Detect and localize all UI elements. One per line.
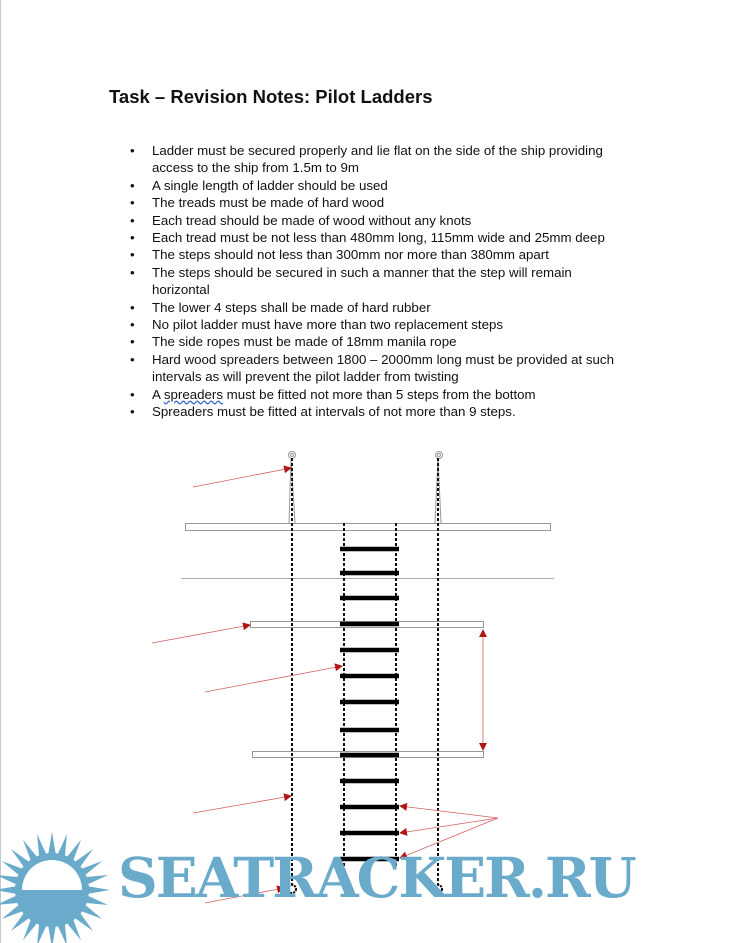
list-item: • Ladder must be secured properly and lie flat on the side of the ship providing access to the ship from 1.5m to 9m	[130, 142, 630, 177]
list-item: • Hard wood spreaders between 1800 – 2000mm long must be provided at such intervals as will prevent the pilot ladder from twisting	[130, 351, 630, 386]
list-item: • The side ropes must be made of 18mm manila rope	[130, 333, 630, 350]
ropes	[292, 458, 438, 886]
list-item: • Spreaders must be fitted at intervals of not more than 9 steps.	[130, 403, 630, 420]
ladder-rungs	[340, 549, 399, 859]
list-item: • The treads must be made of hard wood	[130, 194, 630, 211]
list-item: • The lower 4 steps shall be made of hard rubber	[130, 299, 630, 316]
sun-ray	[86, 886, 110, 894]
list-item: • No pilot ladder must have more than two replacement steps	[130, 316, 630, 333]
sun-ray	[48, 832, 56, 856]
stanchions	[289, 452, 443, 524]
text: A	[152, 386, 164, 402]
spellcheck-word: spreaders	[163, 386, 223, 402]
list-item: • The steps should be secured in such a manner that the step will remain horizontal	[130, 264, 630, 299]
text: must be fitted not more than 5 steps from the bottom	[222, 386, 536, 402]
page-title: Task – Revision Notes: Pilot Ladders	[109, 86, 433, 107]
logo-sun-icon	[0, 832, 110, 943]
deck-plank	[186, 524, 551, 531]
list-item: • Each tread must be not less than 480mm long, 115mm wide and 25mm deep	[130, 229, 630, 246]
list-item: • The steps should not less than 300mm nor more than 380mm apart	[130, 246, 630, 263]
annotation-arrows	[152, 468, 498, 903]
list-item: • A single length of ladder should be used	[130, 177, 630, 194]
list-item: • Each tread should be made of wood without any knots	[130, 212, 630, 229]
watermark-logo: SEATRACKER.RU	[118, 845, 635, 910]
